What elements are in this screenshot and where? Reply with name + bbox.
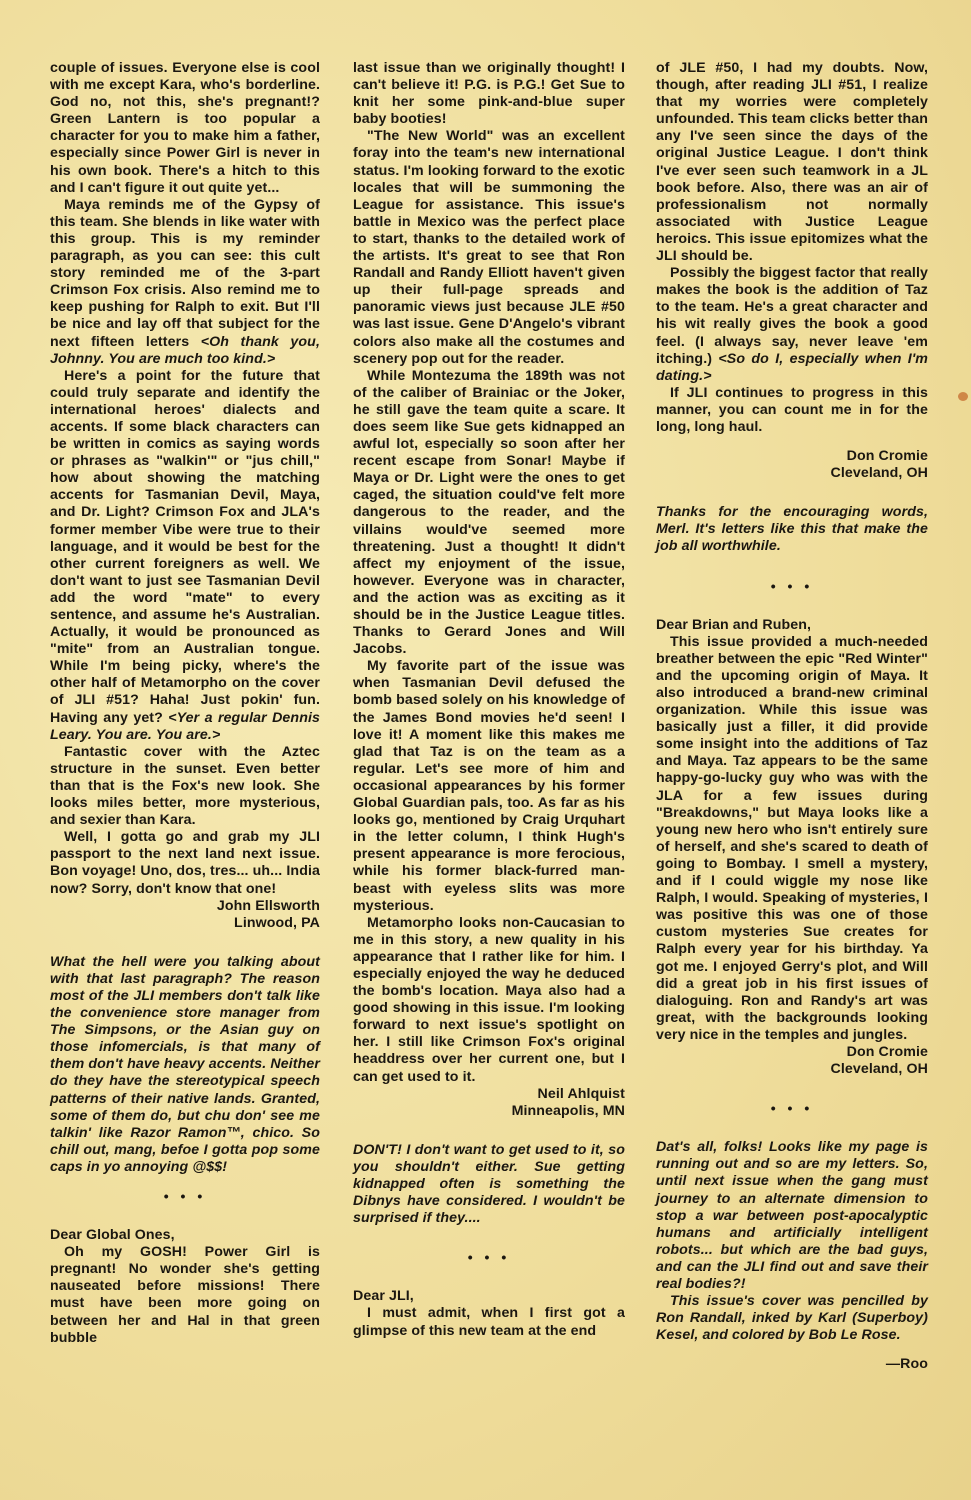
signature-name: Neil Ahlquist [537,1085,625,1102]
letters-column-3 [656,60,928,1373]
letter-paragraph: I must admit, when I first got a glimpse of this new team at the end [353,1305,625,1339]
editor-aside: <Oh thank you, Johnny. You are much too kind.> [50,333,320,367]
editor-credits: This issue's cover was pencilled by Ron Randall, inked by Karl (Superboy) Kesel, and colored by Bob Le Rose. [656,1293,928,1344]
letters-column-2 [353,60,625,1340]
letter-paragraph: If JLI continues to progress in this manner, you can count me in for the long, long haul. [656,384,928,435]
letter-salutation: Dear Brian and Ruben, [656,616,812,633]
letter-paragraph: Oh my GOSH! Power Girl is pregnant! No wonder she's getting nauseated before missions! There must have been more going on between her and Hal in that green bubble [50,1244,320,1346]
letter-paragraph: couple of issues. Everyone else is cool with me except Kara, who's borderline. God no, not this, she's pregnant!? Green Lantern is too popular a character for you to make him a father, especially since Power Girl is never in his own book. There's a hitch to this and I can't figure it out quite yet... [50,60,320,196]
ink-blot [958,392,968,401]
signature-place: Linwood, PA [234,914,320,931]
letters-column-1 [50,60,320,1347]
signature-name: Don Cromie [846,448,928,465]
letter-paragraph: Metamorpho looks non-Caucasian to me in this story, a new quality in his appearance that I rather like for him. I especially enjoyed the way he deduced the bomb's location. Maya also had a good showing in this issue. I'm looking forward to next issue's spotlight on her. I still like Crimson Fox's original headdress over her current one, but I can get used to it. [353,914,625,1085]
section-divider: • • • [163,1188,207,1204]
editor-reply: DON'T! I don't want to get used to it, so you shouldn't either. Sue getting kidnapped often is something the Dibnys have considered. I wouldn't be surprised if they.... [353,1141,625,1227]
editor-aside: <So do I, especially when I'm dating.> [656,350,929,384]
letter-paragraph: Possibly the biggest factor that really makes the book is the addition of Taz to the team. He's a great character and his wit really gives the book a good feel. (I always say, never leave 'em itching.) <So do I, especially when I'm dating.> [656,265,929,384]
letter-paragraph: last issue than we originally thought! I can't believe it! P.G. is P.G.! Get Sue to knit her some pink-and-blue super baby booties! [353,60,625,128]
letter-salutation: Dear JLI, [353,1288,414,1305]
letter-paragraph: Well, I gotta go and grab my JLI passport to the next land next issue. Bon voyage! Uno, dos, tres... uh... India now? Sorry, don't know that one! [50,829,320,897]
signature-place: Cleveland, OH [830,465,928,482]
letter-paragraph: "The New World" was an excellent foray into the team's new international status. I'm looking forward to the exotic locales that will be summoning the League for assistance. This issue's battle in Mexico was the perfect place to start, thanks to the detailed work of the artists. It's great to see that Ron Randall and Randy Elliott haven't given up their full-page spreads and panoramic views just because JLE #50 was last issue. Gene D'Angelo's vibrant colors also make all the costumes and scenery pop out for the reader. [353,128,625,367]
editor-reply: Thanks for the encouraging words, Merl. It's letters like this that make the job all worthwhile. [656,504,928,555]
section-divider: • • • [467,1249,511,1266]
signature-name: Don Cromie [846,1043,928,1060]
signature-name: John Ellsworth [216,897,320,914]
signature-place: Minneapolis, MN [511,1102,625,1119]
letter-salutation: Dear Global Ones, [50,1227,175,1244]
editor-closing: Dat's all, folks! Looks like my page is running out and so are my letters. So, until next issue when the gang must journey to an alternate dimension to stop a war between post-apocalyptic humans and artificially intelligent robots... but which are the bad guys, and can the JLI find out and save their real bodies?! [656,1139,928,1292]
letter-paragraph: This issue provided a much-needed breather between the epic "Red Winter" and the upcoming origin of Maya. It also introduced a brand-new criminal organization. While this issue was basically just a filler, it did provide some insight into the additions of Taz and Maya. Taz appears to be the same happy-go-lucky guy who was with the JLA for a few issues during "Breakdowns," but Maya looks like a young new hero who isn't entirely sure of herself, and she's scared to death of going to Bombay. I smell a mystery, and if I could wiggle my nose like Ralph, I would. Speaking of mysteries, I was positive this was one of those custom mysteries Sue creates for Ralph every year for his birthday. Ya got me. I enjoyed Gerry's plot, and Will did a great job in his first issues of dialoguing. Ron and Randy's art was great, with the backgrounds looking very nice in the temples and jungles. [656,633,928,1043]
letter-paragraph: Fantastic cover with the Aztec structure in the sunset. Even better than that is the Fox's new look. She looks miles better, more mysterious, and sexier than Kara. [50,743,320,829]
letter-paragraph: Here's a point for the future that could truly separate and identify the international heroes' dialects and accents. If some black characters can be written in comics as saying words or phrases as "walkin'" or "jus chill," how about showing the matching accents for Tasmanian Devil, Maya, and Dr. Light? Crimson Fox and JLA's former member Vibe were true to their language, and it would be best for the other current foreigners as well. We don't want to just see Tasmanian Devil add the word "mate" to every sentence, and assume he's Australian. Actually, it would be pronounced as "mite" from an Australian tongue. While I'm being picky, where's the other half of Metamorpho on the cover of JLI #51? Haha! Just pokin' fun. Having any yet? <Yer a regular Dennis Leary. You are. You are.> [50,367,320,743]
section-divider: • • • [770,577,814,594]
letter-paragraph: of JLE #50, I had my doubts. Now, though, after reading JLI #51, I realize that my worries were completely unfounded. This team clicks better than any I've seen since the days of the original Justice League. I don't think I've ever seen such teamwork in a JL book before. Also, there was an air of professionalism not normally associated with Justice League heroics. This issue epitomizes what the JLI should be. [656,60,928,265]
letter-paragraph: My favorite part of the issue was when Tasmanian Devil defused the bomb based solely on his knowledge of the James Bond movies he'd seen! I love it! A moment like this makes me glad that Taz is on the team as a regular. Let's see more of him and occasional appearances by his former Global Guardian pals, too. As far as his looks go, mentioned by Craig Urquhart in the letter column, I think Hugh's present appearance is more ferocious, while his former black-furred man-beast with eyeless slits was more mysterious. [353,658,625,914]
editor-aside: <Yer a regular Dennis Leary. You are. You are.> [50,709,320,743]
signature-place: Cleveland, OH [830,1061,928,1078]
editor-signoff: —Roo [885,1356,928,1373]
editor-reply: What the hell were you talking about with that last paragraph? The reason most of the JLI members don't talk like the convenience store manager from The Simpsons, or the Asian guy on those infomercials, is that many of them don't have heavy accents. Neither do they have the stereotypical speech patterns of their native lands. Granted, some of them do, but chu don' see me talkin' like Razor Ramon™, chico. So chill out, mang, befoe I gotta pop some caps in yo annoying @$$! [50,953,320,1175]
letter-paragraph: While Montezuma the 189th was not of the caliber of Brainiac or the Joker, he still gave the team quite a scare. It does seem like Sue gets kidnapped an awful lot, especially so soon after her recent escape from Sonar! Maybe if Maya or Dr. Light were the ones to get caged, the situation could've felt more dangerous to the reader, and the villains would've seemed more threatening. Just a thought! It didn't affect my enjoyment of the issue, however. Everyone was in character, and the action was as exciting as it should be in the Justice League titles. Thanks to Gerard Jones and Will Jacobs. [353,367,625,658]
section-divider: • • • [770,1100,814,1117]
letter-paragraph: Maya reminds me of the Gypsy of this team. She blends in like water with this group. This is my reminder paragraph, as you can see: this cult story reminded me of the 3-part Crimson Fox crisis. Also remind me to keep pushing for Ralph to exit. But I'll be nice and lay off that subject for the next fifteen letters <Oh thank you, Johnny. You are much too kind.> [50,196,320,367]
